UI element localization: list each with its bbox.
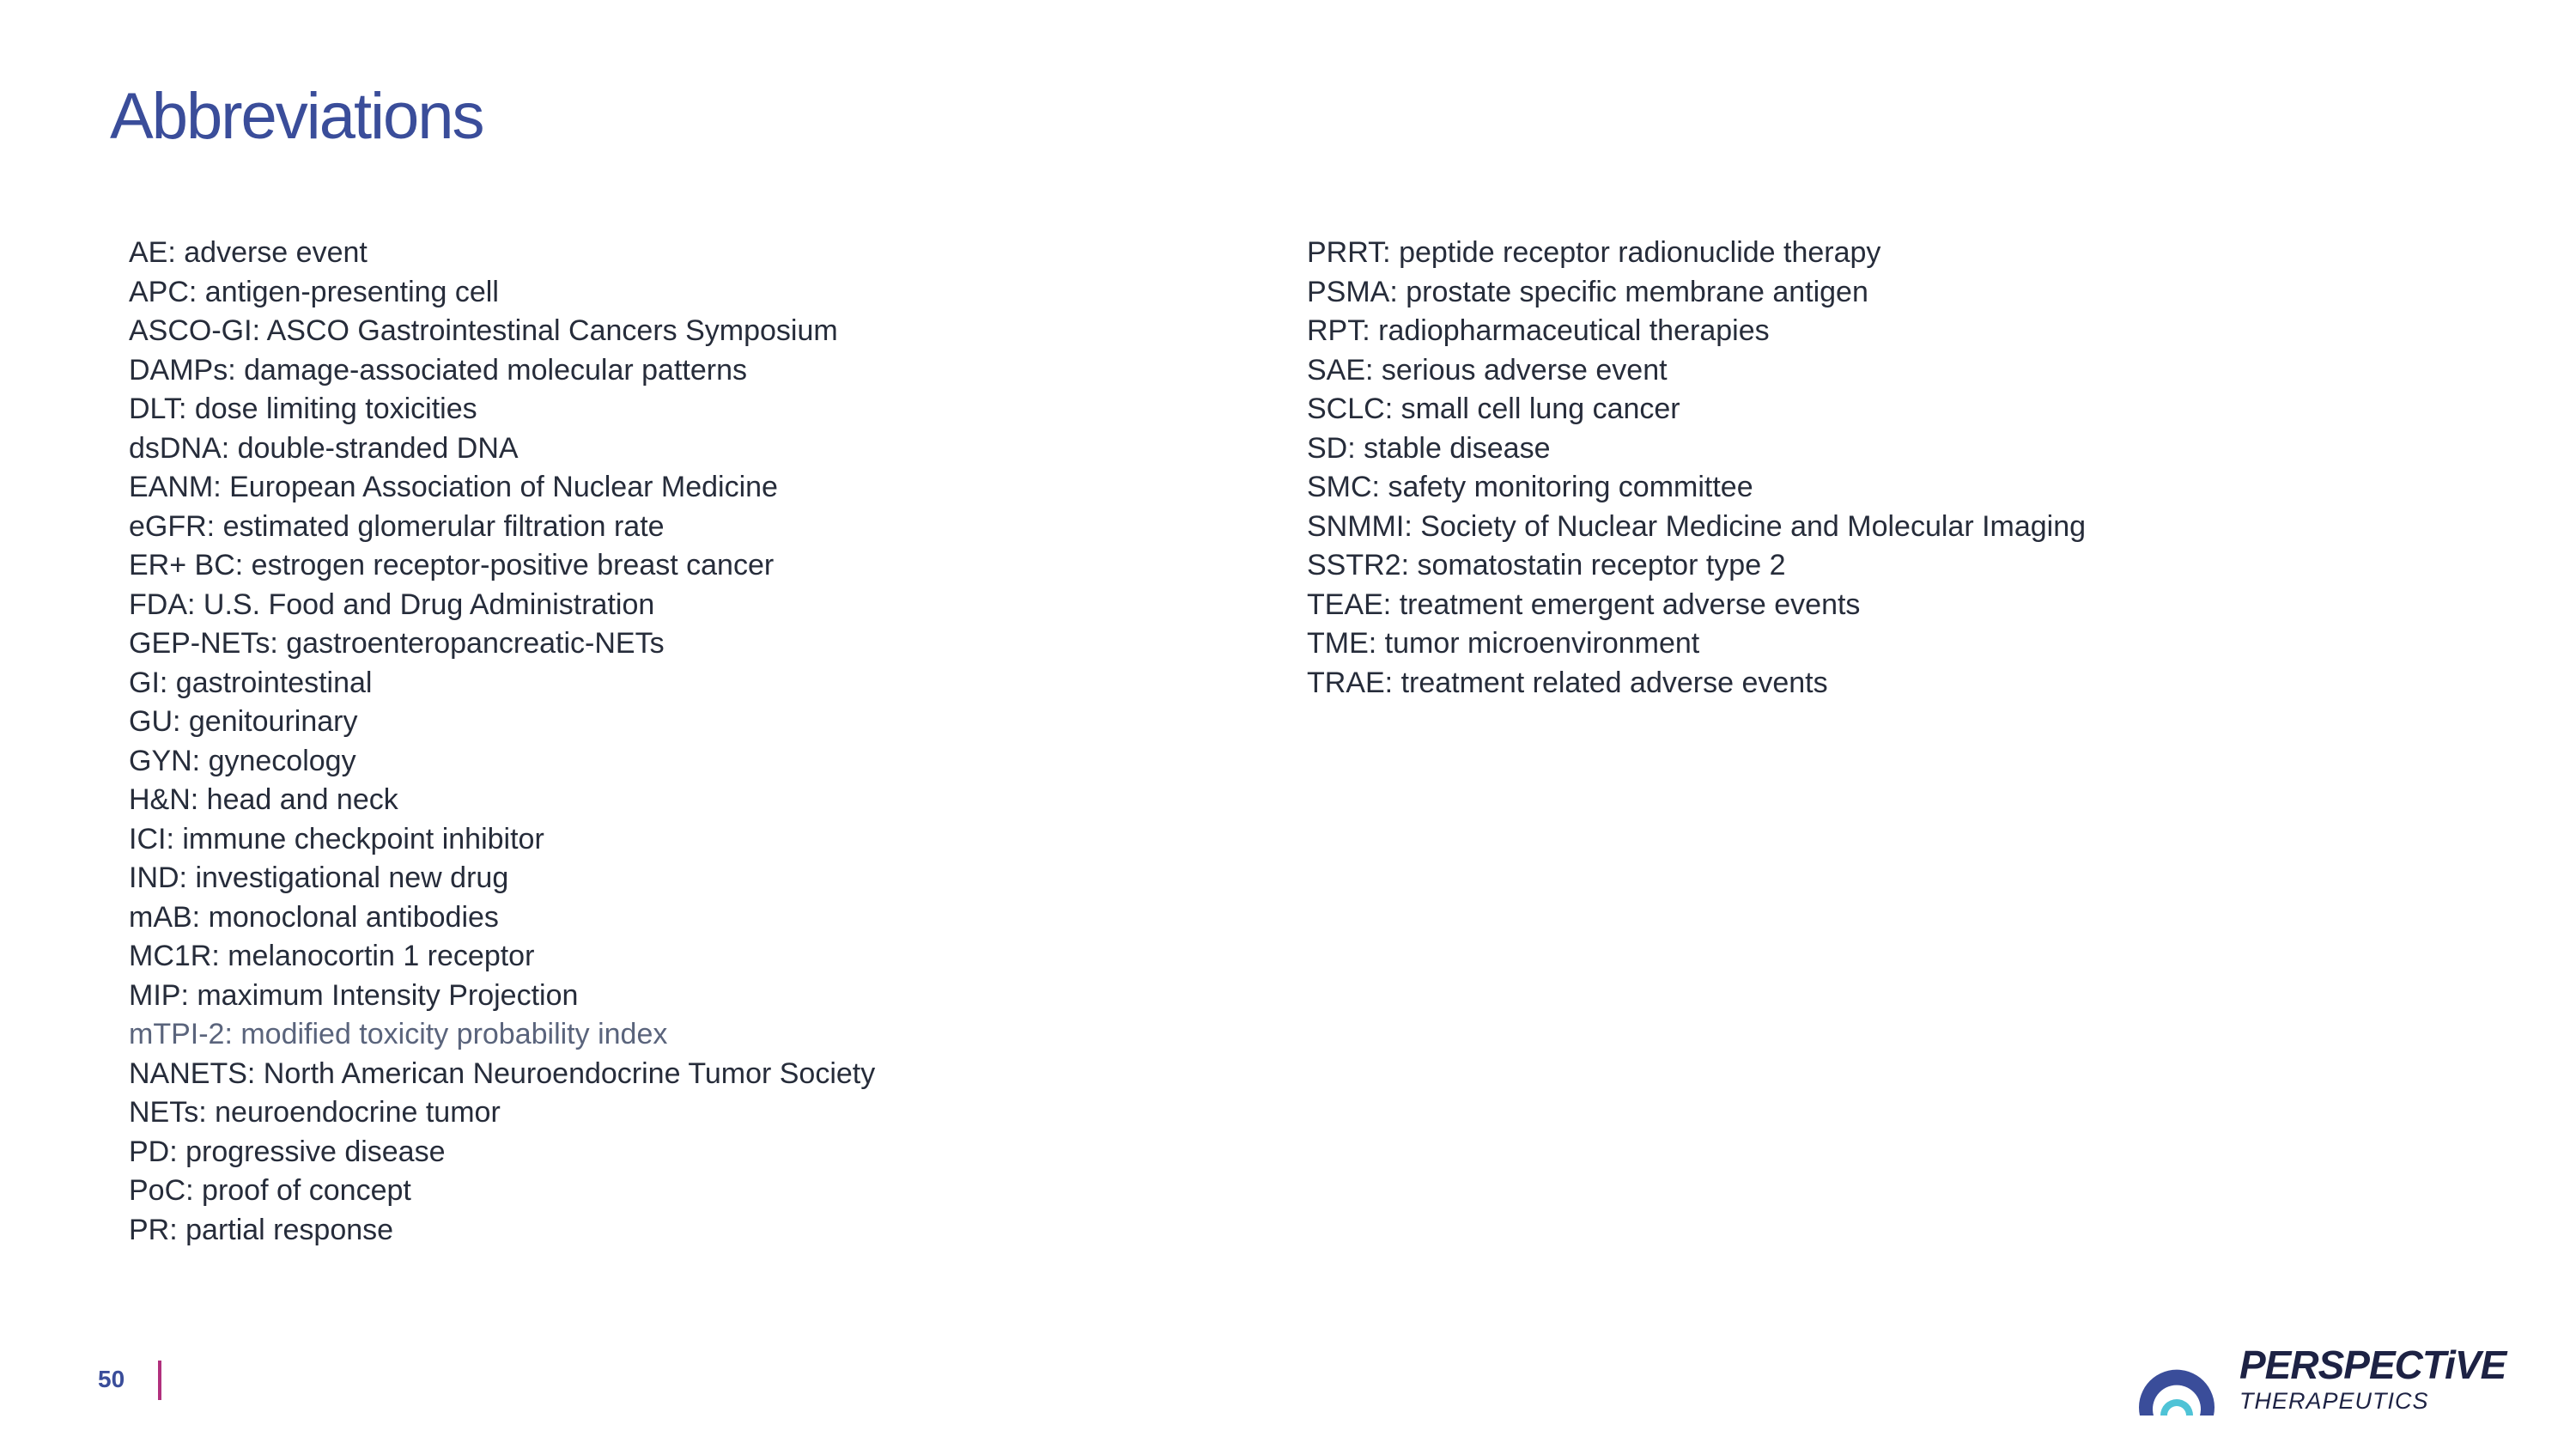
abbreviation-item: GI: gastrointestinal — [129, 666, 373, 699]
page-title: Abbreviations — [110, 80, 483, 153]
abbreviation-item: SMC: safety monitoring committee — [1307, 471, 1753, 503]
abbreviation-item: PD: progressive disease — [129, 1135, 446, 1168]
abbreviation-item: mTPI-2: modified toxicity probability index — [129, 1018, 668, 1050]
abbreviation-item: APC: antigen-presenting cell — [129, 275, 499, 308]
page-number-divider — [158, 1361, 161, 1400]
abbreviation-item: RPT: radiopharmaceutical therapies — [1307, 314, 1770, 347]
perspective-logo-icon — [2129, 1336, 2224, 1422]
abbreviation-item: ASCO-GI: ASCO Gastrointestinal Cancers Symposium — [129, 314, 838, 347]
abbreviation-item: H&N: head and neck — [129, 783, 398, 816]
abbreviation-item: TRAE: treatment related adverse events — [1307, 666, 1828, 699]
abbreviation-item: NANETS: North American Neuroendocrine Tumor Society — [129, 1056, 876, 1090]
abbreviation-item: SSTR2: somatostatin receptor type 2 — [1307, 549, 1786, 581]
abbreviation-item: DLT: dose limiting toxicities — [129, 393, 477, 425]
abbreviation-item: SCLC: small cell lung cancer — [1307, 393, 1680, 425]
abbreviation-item: SD: stable disease — [1307, 431, 1551, 465]
abbreviation-item: GYN: gynecology — [129, 744, 356, 777]
abbreviation-item: MC1R: melanocortin 1 receptor — [129, 940, 535, 972]
abbreviation-item: SNMMI: Society of Nuclear Medicine and Molecular Imaging — [1307, 509, 2087, 543]
abbreviation-item: IND: investigational new drug — [129, 861, 509, 894]
abbreviation-item: FDA: U.S. Food and Drug Administration — [129, 588, 655, 621]
page-number: 50 — [98, 1366, 125, 1392]
abbreviations-right-column — [1307, 234, 2086, 703]
abbreviation-item: ER+ BC: estrogen receptor-positive breast cancer — [129, 549, 775, 581]
abbreviation-item: GU: genitourinary — [129, 705, 358, 738]
abbreviation-item: AE: adverse event — [129, 236, 368, 269]
abbreviation-item: EANM: European Association of Nuclear Medicine — [129, 471, 778, 503]
abbreviation-item: mAB: monoclonal antibodies — [129, 900, 499, 934]
abbreviation-item: PSMA: prostate specific membrane antigen — [1307, 275, 1868, 308]
abbreviation-item: dsDNA: double-stranded DNA — [129, 431, 519, 465]
abbreviation-item: TME: tumor microenvironment — [1307, 627, 1700, 660]
abbreviations-left-column — [129, 234, 875, 1250]
abbreviation-item: ICI: immune checkpoint inhibitor — [129, 822, 544, 855]
abbreviation-item: eGFR: estimated glomerular filtration rate — [129, 509, 665, 543]
abbreviation-item: NETs: neuroendocrine tumor — [129, 1096, 501, 1129]
abbreviation-item: PoC: proof of concept — [129, 1174, 411, 1207]
abbreviation-item: DAMPs: damage-associated molecular patterns — [129, 353, 747, 387]
logo-wordmark: PERSPECTiVE — [2239, 1342, 2506, 1387]
abbreviation-item: MIP: maximum Intensity Projection — [129, 978, 579, 1012]
abbreviation-item: SAE: serious adverse event — [1307, 353, 1668, 387]
abbreviation-item: PRRT: peptide receptor radionuclide therapy — [1307, 236, 1881, 269]
abbreviation-item: PR: partial response — [129, 1213, 394, 1246]
logo-subtitle: THERAPEUTICS — [2239, 1388, 2429, 1414]
abbreviation-item: TEAE: treatment emergent adverse events — [1307, 588, 1861, 621]
abbreviation-item: GEP-NETs: gastroenteropancreatic-NETs — [129, 627, 665, 660]
